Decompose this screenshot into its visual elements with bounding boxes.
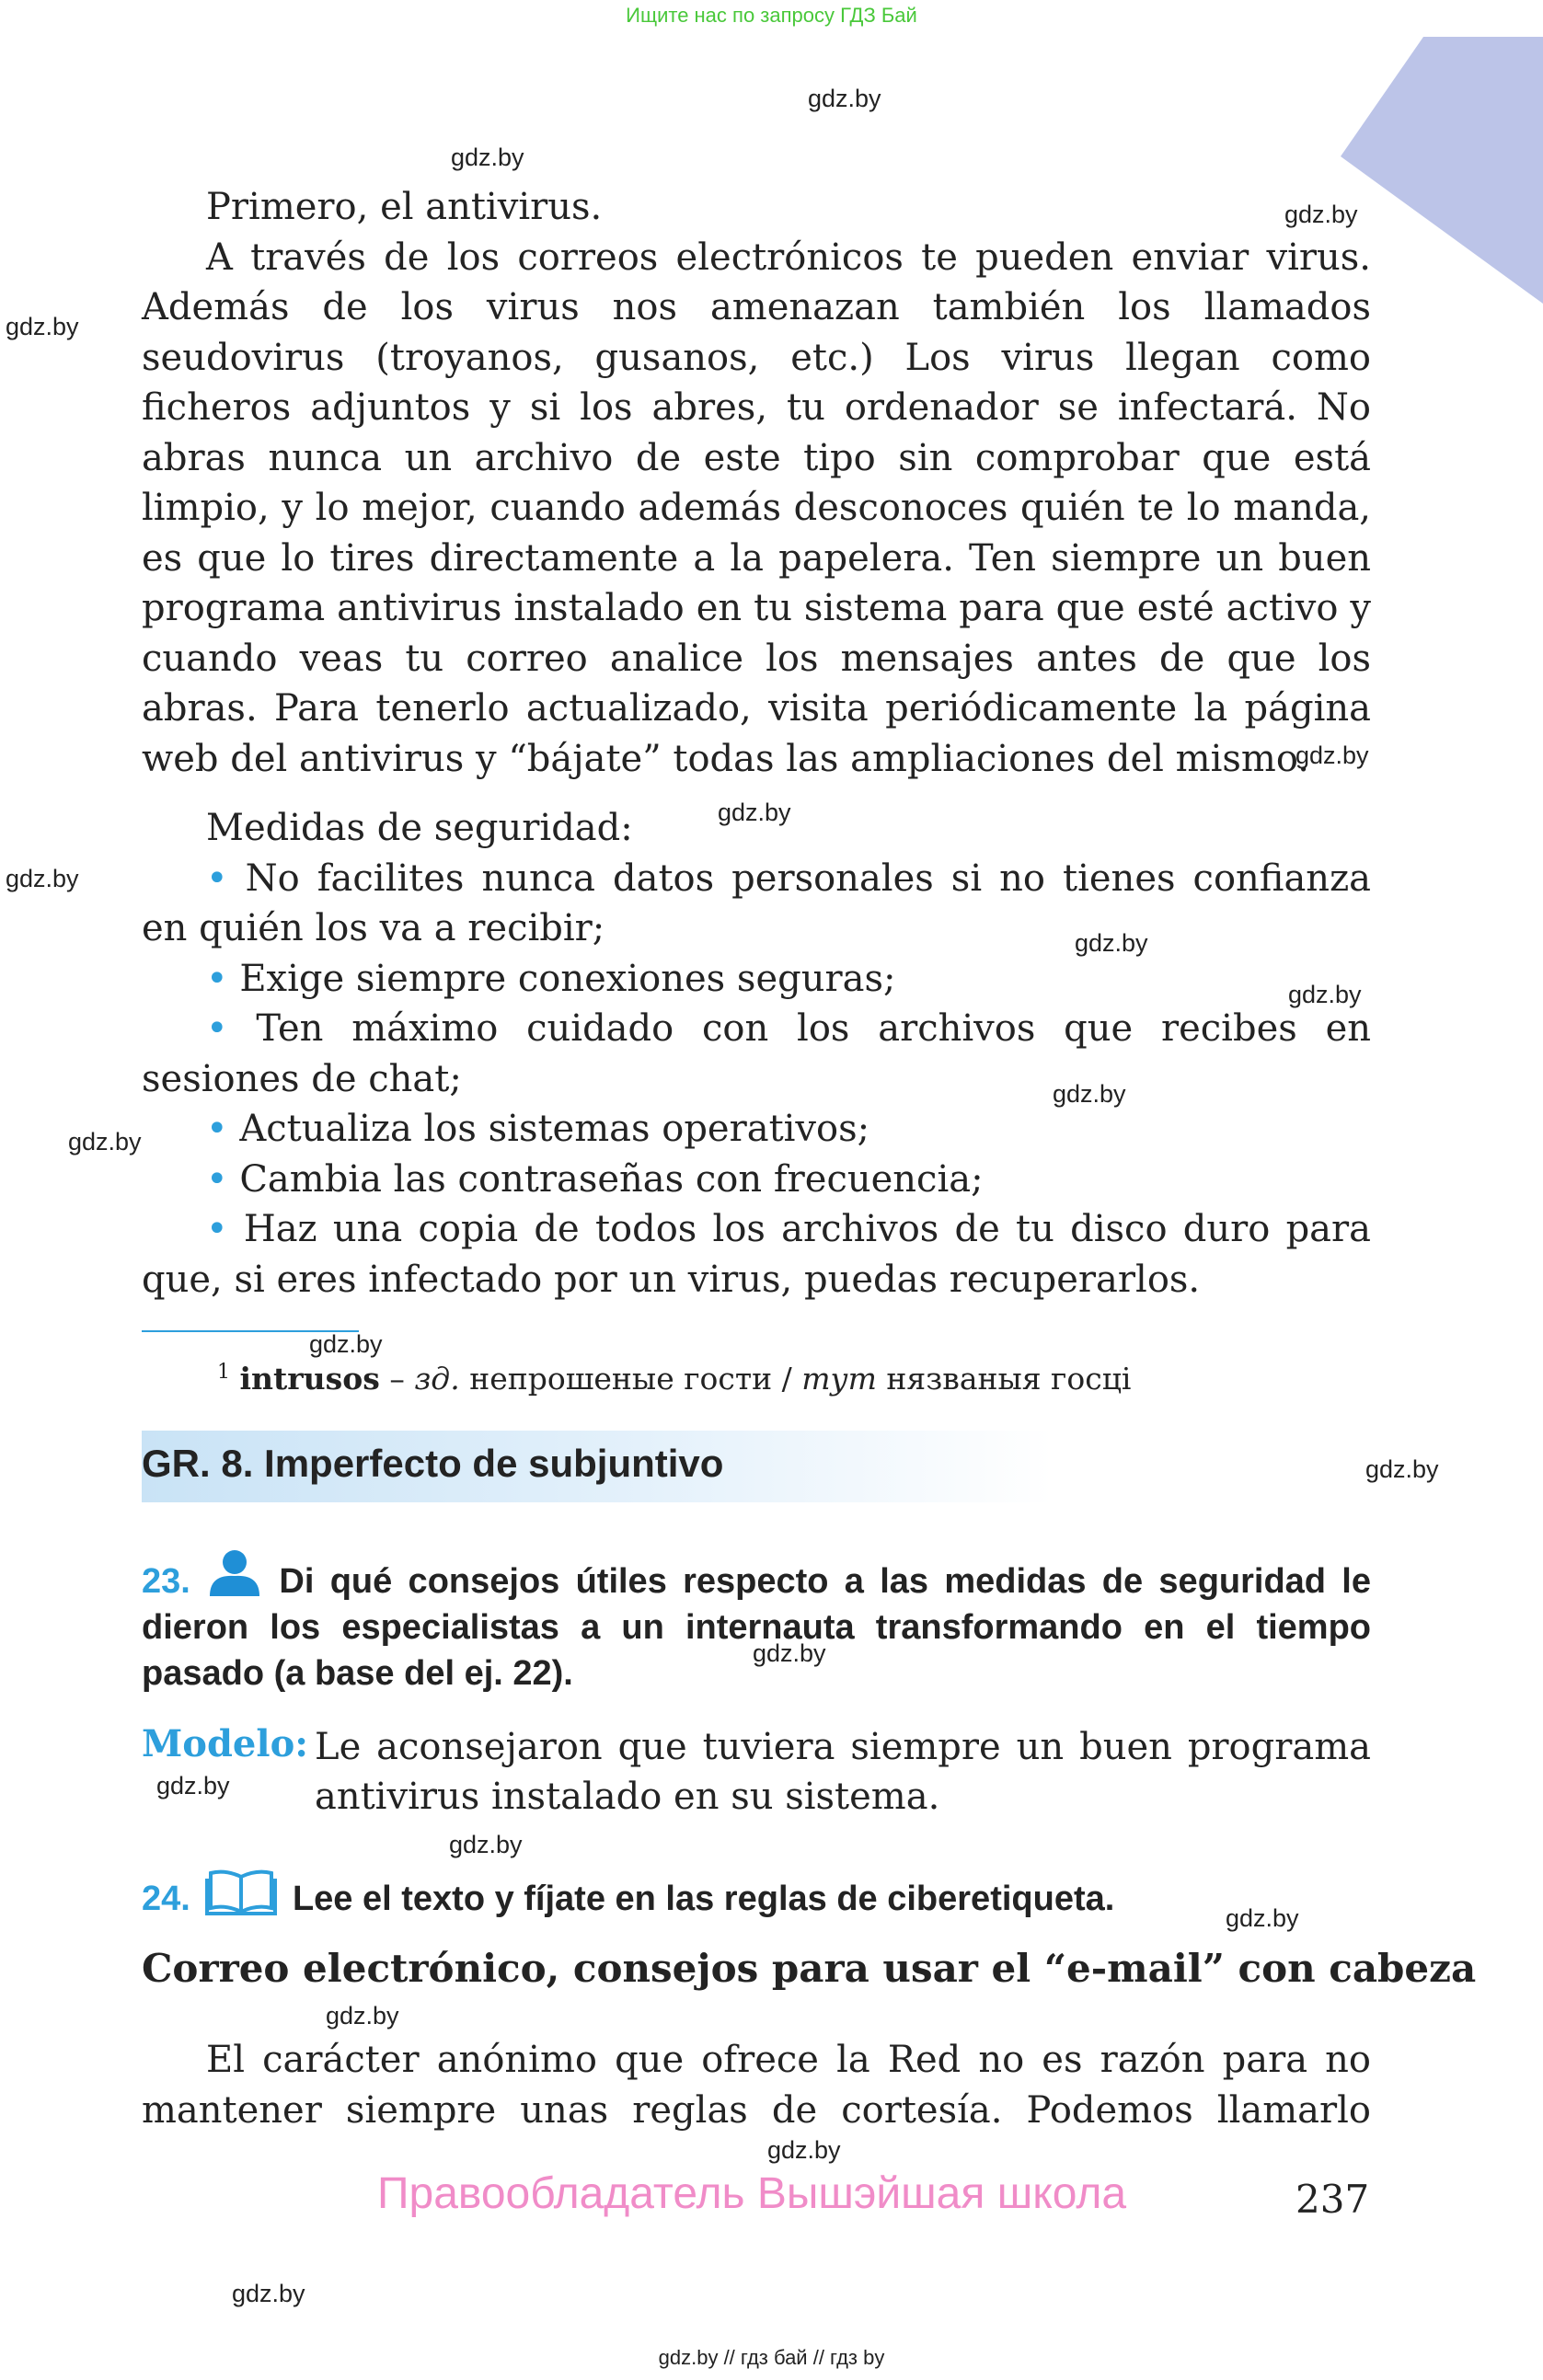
footnote: $^1$ intrusos – зд. непрошеные гости / тут нязваныя госці bbox=[217, 1361, 1132, 1397]
paragraph-antivirus: A través de los correos electrónicos te pueden enviar virus. Además de los virus nos amenazan también los llamados seudovirus (troyanos, gusanos, etc.) Los virus llegan como ficheros adjuntos y si los abres, tu ordenador se infectará. No abras nunca un archivo de este tipo sin comprobar que está limpio, y lo mejor, cuando además desconoces quién te lo manda, es que lo tires directamente a la papelera. Ten siempre un buen programa antivirus instalado en tu sistema para que esté activo y cuando veas tu correo analice los mensajes antes de que los abras. Para tenerlo actualizado, visita periódicamente la página web del antivirus y “bájate” todas las ampliaciones del mismo. bbox=[142, 236, 1371, 780]
paragraph-intro: Primero, el antivirus. bbox=[206, 186, 603, 228]
watermark: gdz.by bbox=[232, 2280, 305, 2307]
main-text bbox=[142, 182, 1371, 784]
final-paragraph: El carácter anónimo que ofrece la Red no es razón para no mantener siempre unas reglas de cortesía. Podemos llamarlo bbox=[142, 2039, 1371, 2132]
exercise-number: 24. bbox=[142, 1880, 190, 1918]
watermark: gdz.by bbox=[1365, 1455, 1439, 1483]
measures-title: Medidas de seguridad: bbox=[206, 807, 633, 849]
watermark: gdz.by bbox=[451, 144, 524, 171]
watermark: gdz.by bbox=[1226, 1904, 1299, 1932]
bullet-icon: • bbox=[206, 1007, 228, 1050]
top-search-note: Ищите нас по запросу ГДЗ Бай bbox=[626, 4, 917, 27]
measure-item: • Cambia las contraseñas con frecuencia; bbox=[206, 1157, 984, 1201]
exercise-text: Lee el texto y fíjate en las reglas de ciberetiqueta. bbox=[292, 1880, 1115, 1918]
measure-item: • Actualiza los sistemas operativos; bbox=[206, 1108, 870, 1150]
watermark: gdz.by bbox=[449, 1831, 523, 1858]
watermark: gdz.by bbox=[326, 2002, 399, 2029]
watermark: gdz.by bbox=[6, 313, 79, 340]
watermark: gdz.by bbox=[767, 2136, 841, 2164]
footnote-number: 1 bbox=[217, 1361, 230, 1384]
watermark: gdz.by bbox=[309, 1330, 383, 1358]
bullet-icon: • bbox=[206, 1208, 228, 1250]
measure-item: • Haz una copia de todos los archivos de tu disco duro para que, si eres infectado por un virus, puedas recuperarlos. bbox=[142, 1208, 1371, 1301]
measure-item: • No facilites nunca datos personales si no tienes confianza en quién los va a recibir; bbox=[142, 857, 1371, 949]
bullet-icon: • bbox=[206, 1108, 228, 1150]
modelo-label: Modelo: bbox=[142, 1722, 309, 1765]
watermark: gdz.by bbox=[808, 85, 881, 112]
bullet-icon: • bbox=[206, 1157, 228, 1201]
exercise-number: 23. bbox=[142, 1562, 190, 1601]
open-book-icon bbox=[205, 1868, 277, 1915]
watermark: gdz.by bbox=[1053, 1080, 1126, 1108]
watermark: gdz.by bbox=[718, 799, 791, 826]
watermark: gdz.by bbox=[6, 865, 79, 892]
watermark: gdz.by bbox=[1075, 929, 1148, 957]
page-number: 237 bbox=[1295, 2177, 1370, 2222]
watermark: gdz.by bbox=[68, 1128, 142, 1156]
watermark: gdz.by bbox=[1284, 201, 1358, 228]
measure-item: • Exige siempre conexiones seguras; bbox=[206, 957, 896, 1000]
footnote-term: intrusos bbox=[239, 1361, 380, 1397]
copyright-owner: Правообладатель Вышэйшая школа bbox=[377, 2169, 1127, 2218]
watermark: gdz.by bbox=[1288, 981, 1362, 1008]
security-measures bbox=[142, 803, 1371, 1305]
measure-item: • Ten máximo cuidado con los archivos que recibes en sesiones de chat; bbox=[142, 1007, 1371, 1100]
bullet-icon: • bbox=[206, 957, 228, 1000]
modelo-text: Le aconsejaron que tuviera siempre un buen programa antivirus instalado en su sistema. bbox=[315, 1726, 1371, 1818]
exercise-23 bbox=[142, 1548, 1371, 1696]
person-icon bbox=[206, 1548, 263, 1596]
bottom-links: gdz.by // гдз бай // гдз by bbox=[658, 2346, 885, 2369]
bullet-icon: • bbox=[206, 857, 228, 900]
watermark: gdz.by bbox=[753, 1639, 826, 1667]
article-subheading: Correo electrónico, consejos para usar el “e-mail” con cabeza bbox=[142, 1946, 1477, 1991]
exercise-24 bbox=[142, 1868, 1371, 1922]
exercise-text: Di qué consejos útiles respecto a las medidas de seguridad le dieron los especialistas a un internauta transformando en el tiempo pasado (a base del ej. 22). bbox=[142, 1562, 1372, 1693]
watermark: gdz.by bbox=[156, 1772, 230, 1799]
watermark: gdz.by bbox=[1295, 742, 1369, 769]
grammar-title: GR. 8. Imperfecto de subjuntivo bbox=[142, 1442, 724, 1485]
